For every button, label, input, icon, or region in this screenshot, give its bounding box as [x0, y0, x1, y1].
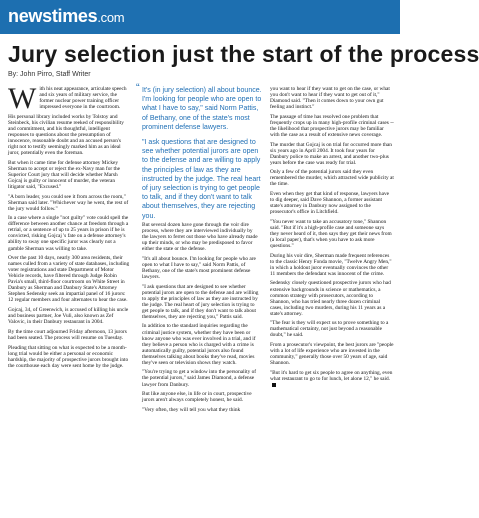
- article-byline: By: John Pirro, Staff Writer: [8, 71, 91, 78]
- paragraph: From a prosecutor's viewpoint, the best jurors are "people with a lot of life experience who are invested in the community," generally those over 50 years of age, said Shannon.: [270, 342, 394, 367]
- article-column-1: [8, 82, 130, 372]
- paragraph: But when it came time for defense attorney Mickey Sherman to accept or reject the ex-Navy man for the Superior Court jury that will decide whether Marsh Gojcaj is guilty or innocent of murder, the veteran litigator said, "Excused.": [8, 159, 121, 190]
- paragraph: "I ask questions that are designed to see whether potential jurors are open to the defense and are willing to apply the principles of law as they are instructed by the judge. The real heart of jury selection is trying to get people to talk, and if they don't want to talk about themselves, they are rejecting you," Pattis said.: [142, 283, 259, 320]
- paragraph: Only a few of the potential jurors said they even remembered the murder, which attracted wide publicity at the time.: [270, 169, 394, 188]
- pull-quote-paragraph: It's (in jury selection) all about bounce. I'm looking for people who are open to what I have to say," said Norm Pattis, of Bethany, one of the state's most prominent defense lawyers.: [142, 87, 262, 131]
- end-of-article-icon: [272, 383, 276, 387]
- paragraph: "The fear is they will expect us to prove something to a mathematical certainty, not just beyond a reasonable doubt," he said.: [270, 320, 389, 339]
- paragraph: In a case where a single "not guilty" vote could spell the difference between another chance at freedom through a retrial, or a sentence of up to 25 years in prison if he is convicted, risking Gojcaj 's fate on a defense attorney's ability to sway one specific juror was clearly not a gamble Sherman was willing to take.: [8, 215, 129, 252]
- paragraph: His personal library included works by Tolstoy and Steinbeck, his civilian resume reeked of responsibility and commitment, and his thoughtful, intelligent responses to questions about the presumption of innocence, reasonable doubt and an accused person's right not to testify seemingly marked him as an ideal juror, potentially even the foreman.: [8, 113, 124, 157]
- paragraph: Gojcaj, 34, of Greenwich, is accused of killing his uncle and business partner, Joe Vuli, also known as Zef Valovic, in their Danbury restaurant in 2004.: [8, 307, 129, 326]
- paragraph: Sedensky closely questioned prospective jurors who had extensive backgrounds in science or mathematics, a common strategy with prosecutors, according to Shannon, who has tried nearly three dozen criminal cases, including two murders, during his 11 years as a state's attorney.: [270, 280, 391, 317]
- paragraph: By the time court adjourned Friday afternoon, 13 jurors had been seated. The process will resume on Tuesday.: [8, 328, 127, 341]
- paragraph: Over the past 10 days, nearly 300 area residents, their names culled from a variety of state databases, including voter registrations and state Department of Motor Vehicle records, have filtered through Judge Robin Pavia's small, third-floor courtroom on White Street in Danbury as Sherman and Danbury State's Attorney Stephen Sedensky seek an impartial panel of 16 jurors: 12 regular members and four alternates to hear the case.: [8, 255, 130, 304]
- paragraph: [8, 82, 130, 115]
- site-logo[interactable]: [8, 5, 124, 29]
- paragraph-text: "But it's hard to get six people to agree on anything, even what restaurant to go to for lunch, let alone 12," he said.: [270, 369, 393, 382]
- article-headline: Jury selection just the start of the process: [8, 41, 479, 67]
- paragraph: Pleading that sitting on what is expected to be a month-long trial would be either a personal or economic hardship, the majority of prospective jurors brought into the courthouse each day were sent home by the judge.: [8, 344, 129, 369]
- drop-cap: W: [8, 82, 37, 115]
- paragraph: you want to hear if they want to get on the case, or what you don't want to hear if they want to get out of it," Diamond said. "Then it comes down to your own gut feeling and instinct.": [270, 86, 390, 111]
- paragraph: During his voir dire, Sherman made frequent references to the classic Henry Fonda movie, "Twelve Angry Men," in which a holdout juror eventually convinces the other 11 members the defendant was innocent of the crime.: [270, 252, 392, 277]
- paragraph: [270, 370, 394, 388]
- paragraph-text: ith his neat appearance, articulate speech and six years of military service, the former nuclear power training officer impressed everyone in the courtroom.: [39, 86, 127, 111]
- paragraph: The passage of time has resolved one problem that frequently crops up in many high-profile criminal cases -- the likelihood that prospective jurors may be familiar with the case as a result of extensive news coverage.: [270, 113, 394, 138]
- pull-quote-paragraph: "I ask questions that are designed to see whether potential jurors are open to the defense and are willing to apply the principles of law as they are instructed by the judge. The real heart of jury selection is trying to get people to talk, and if they don't want to talk about themselves, they are rejecting you.: [142, 139, 261, 220]
- paragraph: "It's all about bounce. I'm looking for people who are open to what I have to say," said Norm Pattis, of Bethany, one of the state's most prominent defense lawyers.: [142, 255, 256, 280]
- pull-quote: [136, 82, 264, 227]
- paragraph: "You never want to take an accusatory tone," Shannon said. "But if it's a high-profile case and someone says they never heard of it, then says they get their news from (a local paper), that's when you have to ask more questions.": [270, 218, 392, 250]
- quote-mark-icon: “: [136, 82, 140, 94]
- paragraph: But like anyone else, in life or in court, prospective jurors aren't always completely honest, he said.: [142, 391, 252, 404]
- paragraph: But several dozen have gone through the voir dire process, where they are interviewed individually by the lawyers to ferret out those who have already made up their minds, or who may be predisposed to favor either the state or the defense.: [142, 222, 258, 253]
- masthead: [0, 0, 400, 34]
- article-column-3: [270, 86, 394, 392]
- logo-main: newstimes: [8, 6, 98, 26]
- paragraph: "Very often, they will tell you what they think: [142, 406, 241, 413]
- logo-suffix: .com: [97, 10, 125, 25]
- paragraph: "You're trying to get a window into the personality of the potential jurors," said James Diamond, a defense lawyer from Danbury.: [142, 369, 257, 388]
- article-column-2: [142, 222, 260, 416]
- paragraph: "A born leader, you could see it from across the room," Sherman said later. "Whichever way he went, the rest of the jury would follow.": [8, 193, 129, 212]
- paragraph: Even when they get that kind of response, lawyers have to dig deeper, said Dave Shannon, a former assistant state's attorney in Danbury now assigned to the prosecutor's office in Litchfield.: [270, 191, 390, 216]
- paragraph: The murder that Gojcaj is on trial for occurred more than six years ago in April 2004. It took four years for Danbury police to make an arrest, and another two-plus years before the case was ready for trial.: [270, 141, 392, 166]
- paragraph: In addition to the standard inquiries regarding the criminal justice system, whether they have been or know anyone who was ever involved in a trial, and if they believe a person who is charged with a crime is automatically guilty, potential jurors also found themselves talking about books they've read, movies they've seen or television shows they watch.: [142, 323, 256, 366]
